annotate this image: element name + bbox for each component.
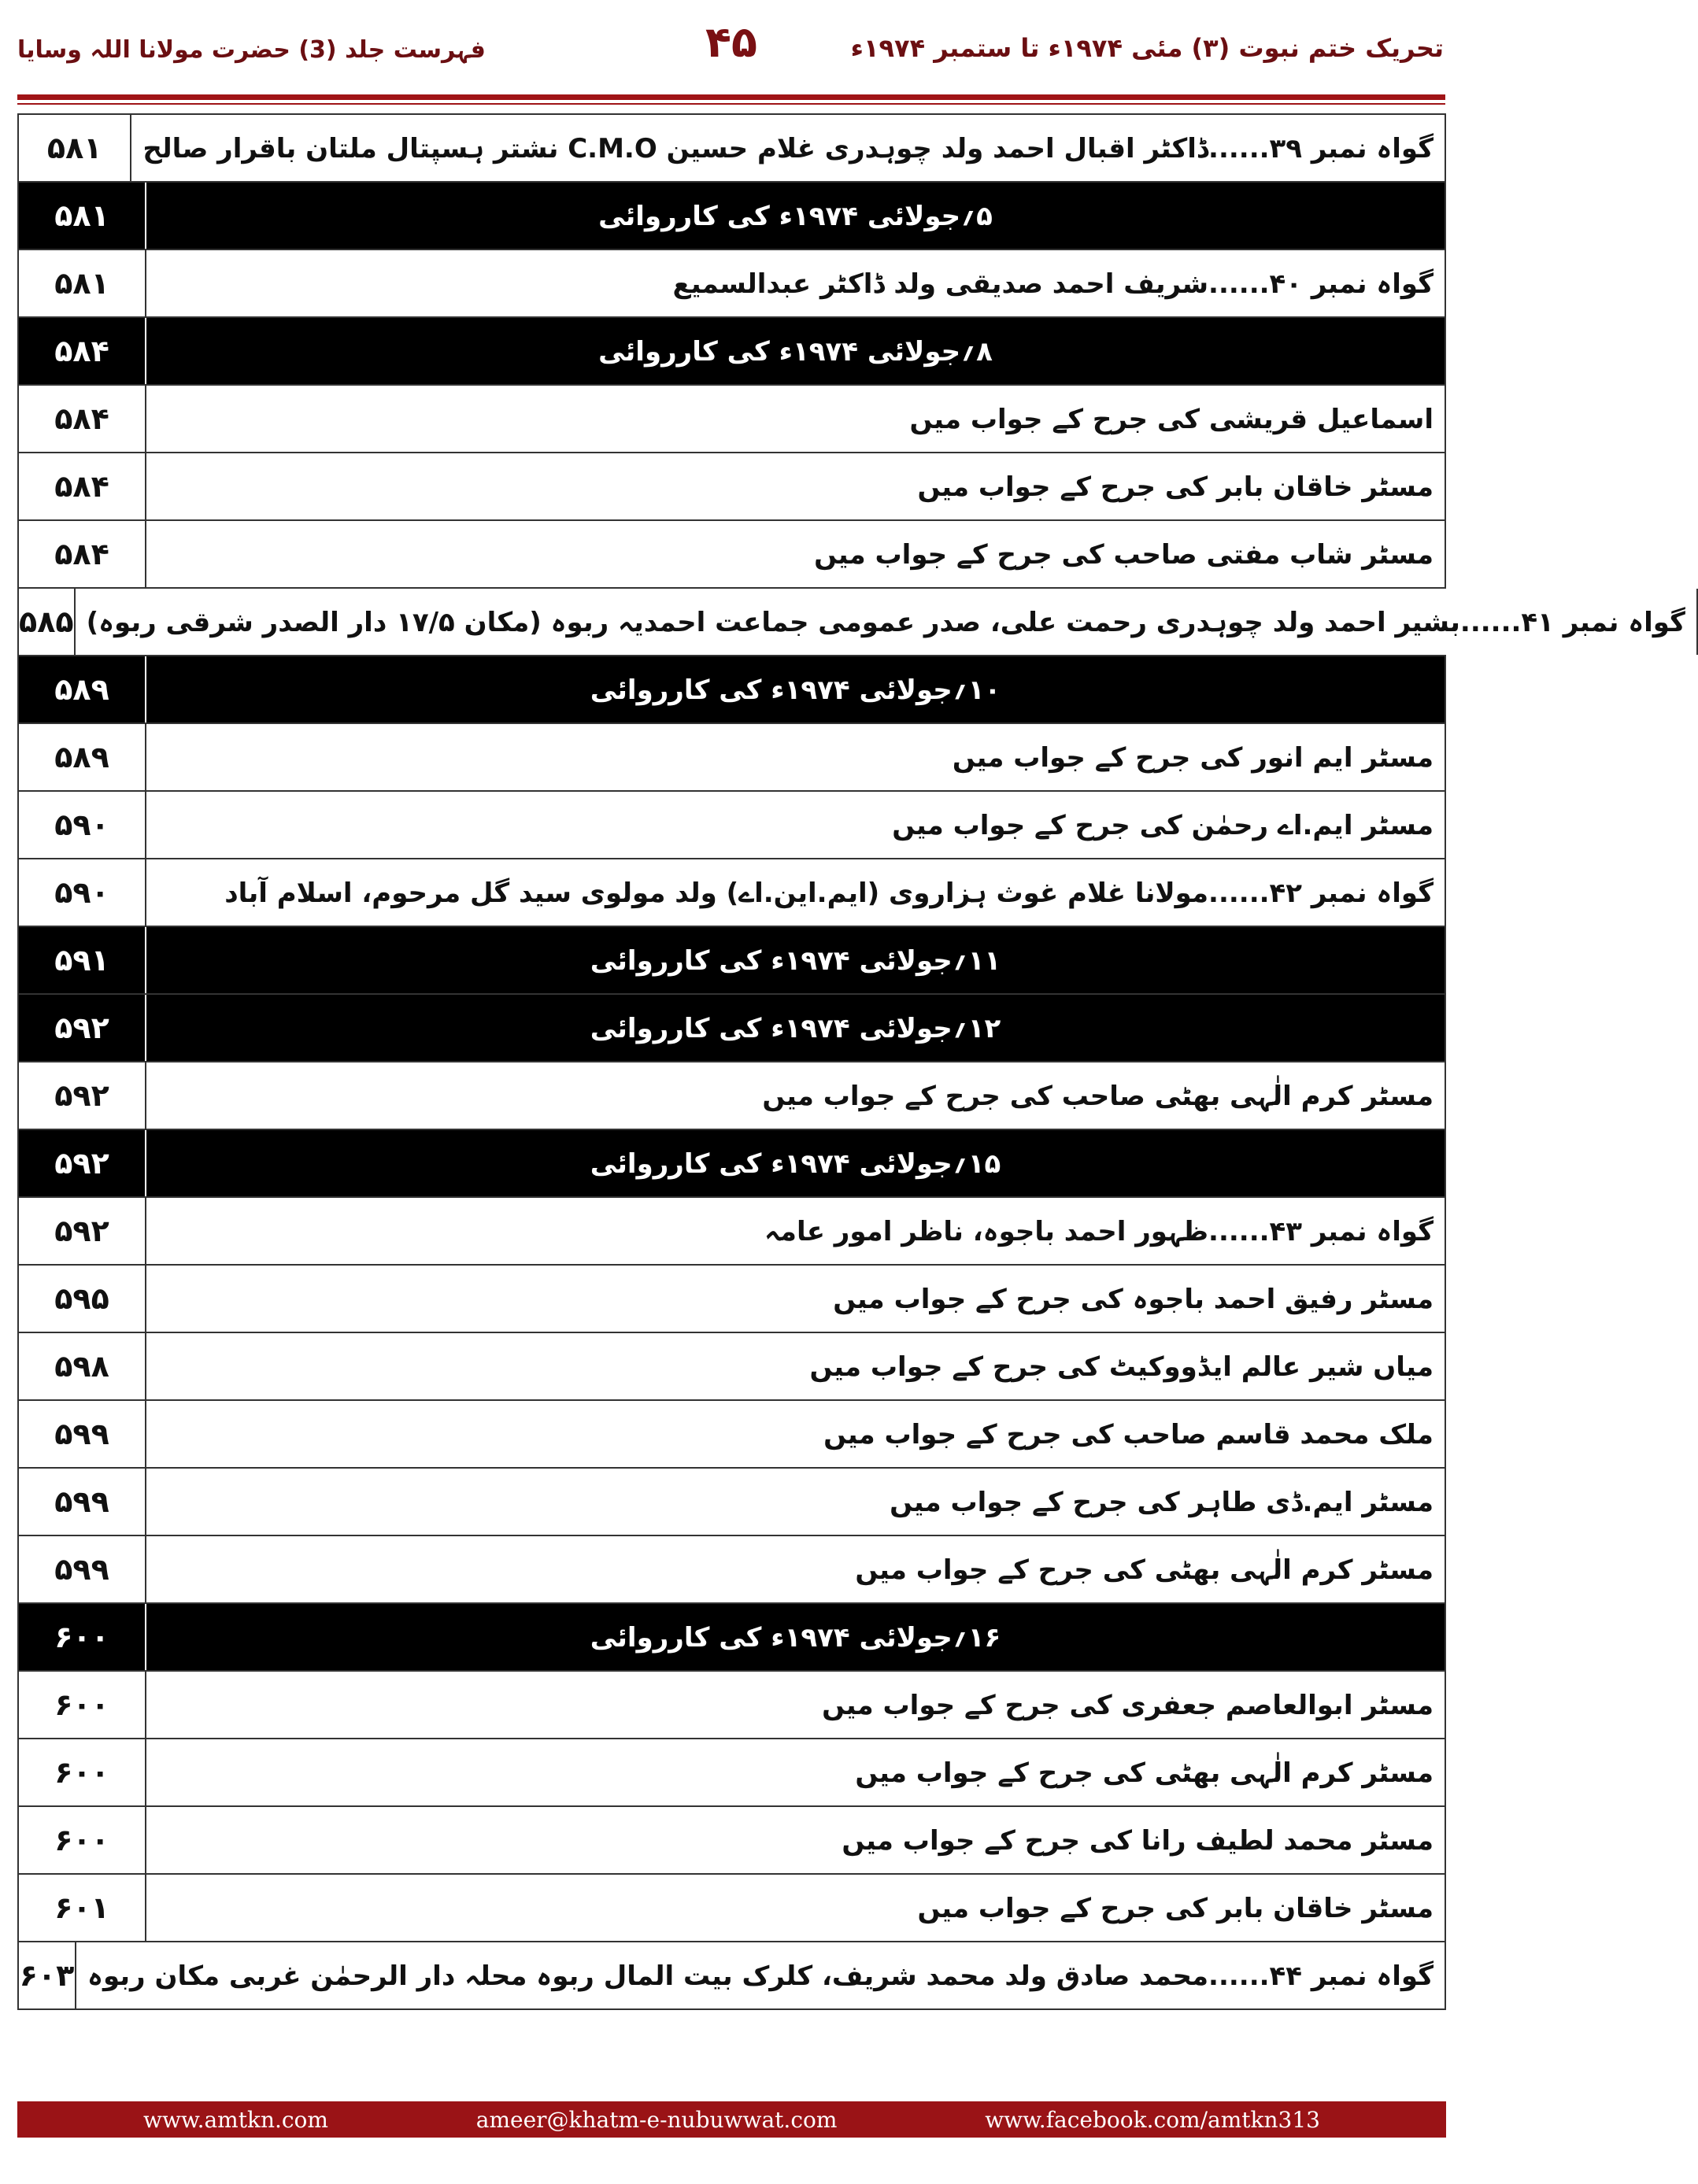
toc-page-number: ۵۸۴ (17, 453, 146, 519)
toc-entry (17, 1672, 1446, 1739)
toc-page-number: ۵۸۵ (17, 589, 76, 655)
toc-entry-text: اسماعیل قریشی کی جرح کے جواب میں (146, 386, 1446, 452)
toc-entry-text: مسٹر ایم.ڈی طاہر کی جرح کے جواب میں (146, 1469, 1446, 1535)
toc-entry (17, 1942, 1446, 2010)
toc-entry-text: مسٹر محمد لطیف رانا کی جرح کے جواب میں (146, 1807, 1446, 1873)
toc-page-number: ۵۹۹ (17, 1536, 146, 1602)
page-header (0, 0, 1463, 102)
toc-page-number: ۵۹۸ (17, 1333, 146, 1399)
toc-entry (17, 1807, 1446, 1875)
toc-heading-text: ۱۶؍جولائی ۱۹۷۴ء کی کارروائی (146, 1604, 1446, 1670)
toc-heading-text: ۱۰؍جولائی ۱۹۷۴ء کی کارروائی (146, 656, 1446, 722)
toc-page-number: ۵۹۰ (17, 859, 146, 926)
toc-entry (17, 1266, 1446, 1333)
toc-entry (17, 1469, 1446, 1536)
toc-page-number: ۶۰۰ (17, 1604, 146, 1670)
toc-entry-text: گواہ نمبر ۴۰......شریف احمد صدیقی ولد ڈاکٹر عبدالسمیع (146, 250, 1446, 316)
toc-heading-text: ۱۱؍جولائی ۱۹۷۴ء کی کارروائی (146, 927, 1446, 993)
toc-entry-text: مسٹر خاقان بابر کی جرح کے جواب میں (146, 453, 1446, 519)
toc-page-number: ۵۸۴ (17, 521, 146, 587)
toc-entry (17, 453, 1446, 521)
toc-section-heading (17, 927, 1446, 995)
toc-page-number: ۵۹۲ (17, 1130, 146, 1196)
toc-entry-text: گواہ نمبر ۴۲......مولانا غلام غوث ہزاروی (ایم.این.اے) ولد مولوی سید گل مرحوم، اسلام آباد (146, 859, 1446, 926)
toc-entry (17, 386, 1446, 453)
toc-page-number: ۶۰۰ (17, 1672, 146, 1738)
page-number: ۴۵ (705, 17, 757, 67)
toc-entry (17, 1062, 1446, 1130)
toc-entry (17, 521, 1446, 589)
toc-entry (17, 250, 1446, 318)
toc-entry-text: مسٹر کرم الٰہی بھٹی صاحب کی جرح کے جواب میں (146, 1062, 1446, 1129)
toc-entry-text: گواہ نمبر ۴۱......بشیر احمد ولد چوہدری رحمت علی، صدر عمومی جماعت احمدیہ ربوہ (مکان ۱۷/۵ دار الصدر شرقی ربوہ) (76, 589, 1698, 655)
toc-entry-text: مسٹر ایم انور کی جرح کے جواب میں (146, 724, 1446, 790)
toc-entry (17, 1739, 1446, 1807)
toc-page-number: ۶۰۰ (17, 1739, 146, 1805)
toc-entry (17, 1198, 1446, 1266)
toc-heading-text: ۱۲؍جولائی ۱۹۷۴ء کی کارروائی (146, 995, 1446, 1061)
toc-entry-text: گواہ نمبر ۴۴......محمد صادق ولد محمد شریف، کلرک بیت المال ربوہ محلہ دار الرحمٰن غربی مکان ربوہ (76, 1942, 1446, 2008)
toc-page-number: ۶۰۱ (17, 1875, 146, 1941)
toc-entry-text: ملک محمد قاسم صاحب کی جرح کے جواب میں (146, 1401, 1446, 1467)
toc-entry-text: مسٹر ایم.اے رحمٰن کی جرح کے جواب میں (146, 792, 1446, 858)
toc-section-heading (17, 183, 1446, 250)
toc-page-number: ۵۸۱ (17, 250, 146, 316)
toc-entry-text: میاں شیر عالم ایڈووکیٹ کی جرح کے جواب میں (146, 1333, 1446, 1399)
toc-entry (17, 1401, 1446, 1469)
toc-entry (17, 1875, 1446, 1942)
toc-page-number: ۵۸۴ (17, 318, 146, 384)
header-rule-thin (17, 103, 1445, 105)
toc-page-number: ۵۸۹ (17, 656, 146, 722)
toc-section-heading (17, 1604, 1446, 1672)
toc-entry (17, 724, 1446, 792)
toc-entry (17, 1333, 1446, 1401)
toc-page-number: ۵۹۹ (17, 1401, 146, 1467)
toc-heading-text: ۵؍جولائی ۱۹۷۴ء کی کارروائی (146, 183, 1446, 249)
toc-entry-text: مسٹر رفیق احمد باجوہ کی جرح کے جواب میں (146, 1266, 1446, 1332)
toc-section-heading (17, 1130, 1446, 1198)
page-footer (17, 2101, 1446, 2138)
toc-entry (17, 859, 1446, 927)
toc-page-number: ۶۰۰ (17, 1807, 146, 1873)
toc-entry (17, 1536, 1446, 1604)
volume-title: فہرست جلد (3) حضرت مولانا اللہ وسایا (17, 36, 486, 64)
toc-page-number: ۶۰۳ (17, 1942, 76, 2008)
book-title: تحریک ختم نبوت (۳) مئی ۱۹۷۴ء تا ستمبر ۱۹۷۴ء (850, 33, 1444, 63)
toc-page-number: ۵۹۱ (17, 927, 146, 993)
toc-section-heading (17, 656, 1446, 724)
toc-page-number: ۵۹۵ (17, 1266, 146, 1332)
footer-facebook-link[interactable]: www.facebook.com/amtkn313 (985, 2106, 1320, 2133)
toc-entry (17, 115, 1446, 183)
toc-heading-text: ۱۵؍جولائی ۱۹۷۴ء کی کارروائی (146, 1130, 1446, 1196)
toc-entry-text: گواہ نمبر ۳۹......ڈاکٹر اقبال احمد ولد چوہدری غلام حسین C.M.O نشتر ہسپتال ملتان باقرار صالح (131, 115, 1446, 181)
toc-page-number: ۵۸۴ (17, 386, 146, 452)
toc-section-heading (17, 318, 1446, 386)
toc-page-number: ۵۸۹ (17, 724, 146, 790)
toc-section-heading (17, 995, 1446, 1062)
footer-email-link[interactable]: ameer@khatm-e-nubuwwat.com (475, 2106, 838, 2133)
toc-entry-text: مسٹر کرم الٰہی بھٹی کی جرح کے جواب میں (146, 1739, 1446, 1805)
toc-entry-text: مسٹر شاب مفتی صاحب کی جرح کے جواب میں (146, 521, 1446, 587)
toc-entry-text: مسٹر ابوالعاصم جعفری کی جرح کے جواب میں (146, 1672, 1446, 1738)
toc-page-number: ۵۹۲ (17, 1062, 146, 1129)
toc-page-number: ۵۸۱ (17, 183, 146, 249)
toc-entry-text: گواہ نمبر ۴۳......ظہور احمد باجوہ، ناظر امور عامہ (146, 1198, 1446, 1264)
footer-website-link[interactable]: www.amtkn.com (143, 2106, 328, 2133)
toc-entry-text: مسٹر کرم الٰہی بھٹی کی جرح کے جواب میں (146, 1536, 1446, 1602)
toc-entry (17, 589, 1685, 656)
toc-page-number: ۵۹۰ (17, 792, 146, 858)
toc-entry-text: مسٹر خاقان بابر کی جرح کے جواب میں (146, 1875, 1446, 1941)
toc-page-number: ۵۸۱ (17, 115, 131, 181)
table-of-contents (17, 113, 1685, 2010)
toc-heading-text: ۸؍جولائی ۱۹۷۴ء کی کارروائی (146, 318, 1446, 384)
toc-page-number: ۵۹۹ (17, 1469, 146, 1535)
toc-entry (17, 792, 1446, 859)
toc-page-number: ۵۹۲ (17, 995, 146, 1061)
toc-page-number: ۵۹۲ (17, 1198, 146, 1264)
header-rule-thick (17, 94, 1445, 100)
